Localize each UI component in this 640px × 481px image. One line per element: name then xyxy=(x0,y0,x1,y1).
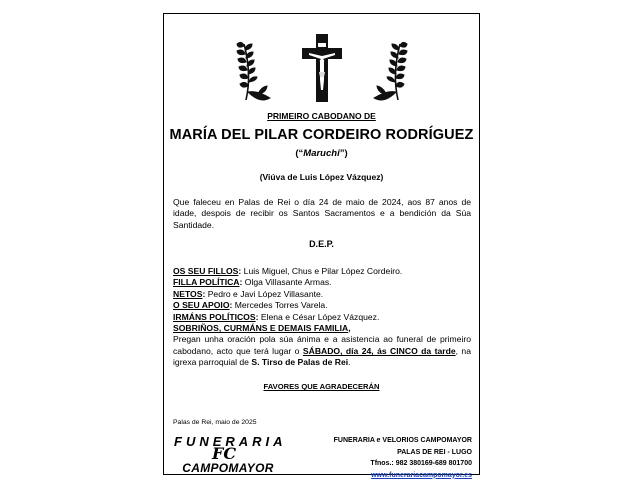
family-row xyxy=(173,277,471,288)
crucifix-icon xyxy=(302,34,342,102)
funeral-text-a: Pregan unha oración pola súa ánima e a asistencia ao funeral de primeiro cabodano, acto que terá lugar o xyxy=(173,334,471,355)
date-line: Palas de Rei, maio de 2025 xyxy=(173,419,257,426)
nickname xyxy=(164,148,479,159)
favor-line: FAVORES QUE AGRADECERÁN xyxy=(164,382,479,391)
family-label: SOBRIÑOS, CURMÁNS E DEMAIS FAMILIA xyxy=(173,323,348,333)
family-row xyxy=(173,312,471,323)
family-label: FILLA POLÍTICA xyxy=(173,277,240,287)
family-value: Elena e César López Vázquez. xyxy=(261,312,379,322)
nickname-open: (“ xyxy=(295,148,303,159)
funeraria-name: FUNERARIA e VELORIOS CAMPOMAYOR xyxy=(329,435,472,447)
family-value: Luis Miguel, Chus e Pilar López Cordeiro. xyxy=(244,266,403,276)
family-value: Pedro e Javi López Villasante. xyxy=(208,289,323,299)
funeraria-phones: Tfnos.: 982 380169-689 801700 xyxy=(329,458,472,470)
heading: PRIMEIRO CABODANO DE xyxy=(164,111,479,121)
family-sep: : xyxy=(238,266,243,276)
deceased-name: MARÍA DEL PILAR CORDEIRO RODRÍGUEZ xyxy=(164,127,479,143)
family-value: Olga Villasante Armas. xyxy=(245,277,332,287)
family-label: OS SEU FILLOS xyxy=(173,266,238,276)
family-label: O SEU APOIO xyxy=(173,300,230,310)
family-row xyxy=(173,300,471,311)
family-row xyxy=(173,323,471,334)
family-sep: , xyxy=(348,323,350,333)
funeraria-website-link[interactable]: www.funerariacampomayor.es xyxy=(329,470,472,481)
funeral-text-e: . xyxy=(348,357,350,367)
nickname-text: Maruchi xyxy=(303,148,339,159)
dep: D.E.P. xyxy=(164,239,479,249)
family-sep: : xyxy=(240,277,245,287)
logo-monogram: FC xyxy=(212,444,236,463)
funeral-church: S. Tirso de Palas de Rei xyxy=(251,357,348,367)
family-label: NETOS xyxy=(173,289,202,299)
death-paragraph: Que faleceu en Palas de Rei o día 24 de maio de 2024, aos 87 anos de idade, despois de recibir os Santos Sacramentos e a bendición da Súa Santidade. xyxy=(173,197,471,231)
family-sep: : xyxy=(256,312,261,322)
header-ornament xyxy=(234,34,410,106)
funeral-text-c: , na igrexa parroquial de xyxy=(173,346,471,367)
logo-bottom-text: CAMPOMAYOR xyxy=(174,461,282,475)
funeral-date: SÁBADO, día 24, ás CINCO da tarde xyxy=(303,346,456,356)
family-block xyxy=(173,266,471,369)
family-row xyxy=(173,289,471,300)
widow-line: (Viúva de Luis López Vázquez) xyxy=(164,172,479,182)
family-label: IRMÁNS POLÍTICOS xyxy=(173,312,256,322)
family-row xyxy=(173,266,471,277)
funeraria-logo xyxy=(174,432,282,476)
funeraria-contact xyxy=(329,435,472,481)
olive-branch-right-icon xyxy=(374,42,407,100)
family-sep: : xyxy=(202,289,207,299)
nickname-close: ”) xyxy=(340,148,348,159)
logo-top-text: FUNERARIA xyxy=(174,434,282,449)
olive-branch-left-icon xyxy=(237,42,270,100)
family-value: Mercedes Torres Varela. xyxy=(235,300,328,310)
family-sep: : xyxy=(230,300,235,310)
obituary-card xyxy=(163,13,480,475)
funeraria-location: PALAS DE REI - LUGO xyxy=(329,447,472,459)
funeral-paragraph xyxy=(173,334,471,368)
